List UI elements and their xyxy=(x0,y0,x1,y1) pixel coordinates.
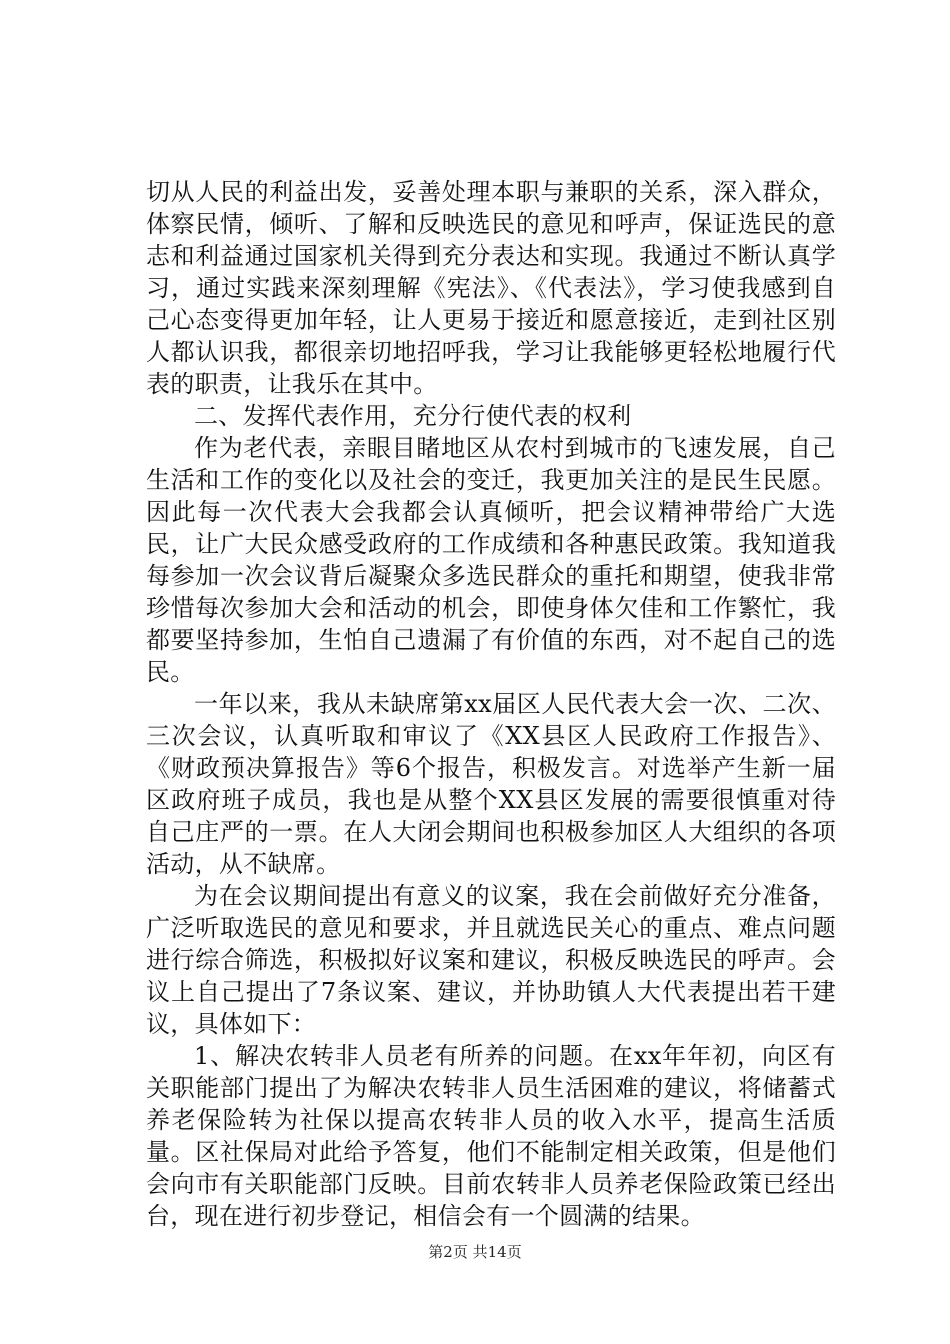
section-heading: 二、发挥代表作用，充分行使代表的权利 xyxy=(194,402,632,430)
list-item-paragraph: 1、解决农转非人员老有所养的问题。在xx年年初，向区有关职能部门提出了为解决农转非人员生活困难的建议，将储蓄式养老保险转为社保以提高农转非人员的收入水平，提高生活质量。区社保局对此给予答复，他们不能制定相关政策，但是他们会向市有关职能部门反映。目前农转非人员养老保险政策已经出台，现在进行初步登记，相信会有一个圆满的结果。 xyxy=(146,1042,836,1230)
paragraph-continuation: 切从人民的利益出发，妥善处理本职与兼职的关系，深入群众，体察民情，倾听、了解和反映选民的意见和呼声，保证选民的意志和利益通过国家机关得到充分表达和实现。我通过不断认真学习，通过实践来深刻理解《宪法》、《代表法》，学习使我感到自己心态变得更加年轻，让人更易于接近和愿意接近，走到社区别人都认识我，都很亲切地招呼我，学习让我能够更轻松地履行代表的职责，让我乐在其中。 xyxy=(146,178,836,398)
page-number-footer: 第2页 共14页 xyxy=(428,1243,522,1261)
paragraph: 一年以来，我从未缺席第xx届区人民代表大会一次、二次、三次会议，认真听取和审议了《XX县区人民政府工作报告》、《财政预决算报告》等6个报告，积极发言。对选举产生新一届区政府班子成员，我也是从整个XX县区发展的需要很慎重对待自己庄严的一票。在人大闭会期间也积极参加区人大组织的各项活动，从不缺席。 xyxy=(146,690,836,878)
paragraph: 作为老代表，亲眼目睹地区从农村到城市的飞速发展，自己生活和工作的变化以及社会的变迁，我更加关注的是民生民愿。因此每一次代表大会我都会认真倾听，把会议精神带给广大选民，让广大民众感受政府的工作成绩和各种惠民政策。我知道我每参加一次会议背后凝聚众多选民群众的重托和期望，使我非常珍惜每次参加大会和活动的机会，即使身体欠佳和工作繁忙，我都要坚持参加，生怕自己遗漏了有价值的东西，对不起自己的选民。 xyxy=(146,434,836,686)
document-body xyxy=(146,176,836,1232)
paragraph: 为在会议期间提出有意义的议案，我在会前做好充分准备，广泛听取选民的意见和要求，并且就选民关心的重点、难点问题进行综合筛选，积极拟好议案和建议，积极反映选民的呼声。会议上自己提出了7条议案、建议，并协助镇人大代表提出若干建议，具体如下： xyxy=(146,882,836,1038)
